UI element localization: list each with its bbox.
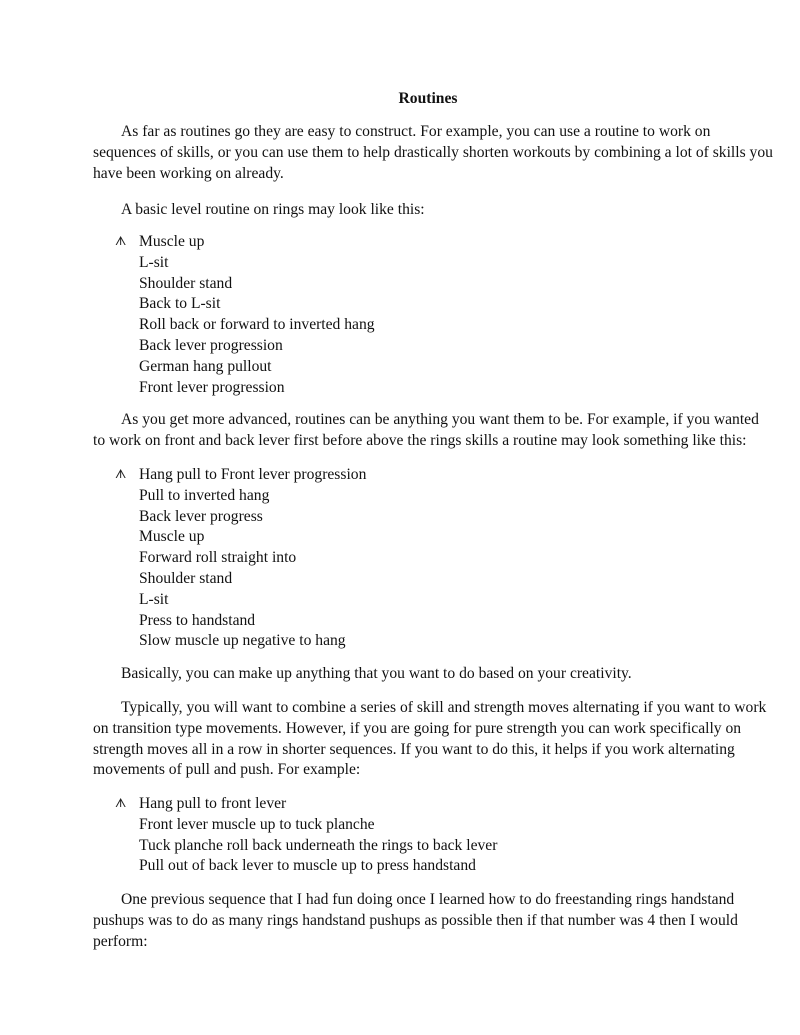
list-item: Shoulder stand bbox=[139, 569, 233, 587]
page-title: Routines bbox=[398, 90, 458, 107]
bullet-icon: ᗑ bbox=[115, 234, 127, 248]
list-item: ᗑ Hang pull to front lever bbox=[115, 795, 287, 812]
list-item: Forward roll straight into bbox=[139, 549, 297, 567]
list-item: Pull out of back lever to muscle up to press handstand bbox=[139, 857, 476, 875]
list-item: Roll back or forward to inverted hang bbox=[139, 316, 375, 334]
list-item: L-sit bbox=[139, 590, 169, 608]
paragraph-creativity: Basically, you can make up anything that you want to do based on your creativity. bbox=[121, 665, 632, 682]
paragraph-intro: As far as routines go they are easy to construct. For example, you can use a routine to work on sequences of skills, or you can use them to help drastically shorten workouts by combining a lot of skills you have been working on already. bbox=[93, 123, 773, 182]
routine-list-basic bbox=[115, 232, 375, 398]
list-item: ᗑ Hang pull to Front lever progression bbox=[115, 466, 367, 483]
list-item: Press to handstand bbox=[139, 611, 256, 629]
list-item: Tuck planche roll back underneath the rings to back lever bbox=[139, 836, 498, 854]
paragraph-basic-routine: A basic level routine on rings may look like this: bbox=[121, 201, 425, 218]
paragraph-previous-sequence: One previous sequence that I had fun doing once I learned how to do freestanding rings handstand pushups was to do as many rings handstand pushups as possible then if that number was 4 then I would perform: bbox=[93, 891, 738, 950]
list-item: Slow muscle up negative to hang bbox=[139, 632, 346, 650]
list-item: ᗑ Muscle up bbox=[115, 233, 205, 250]
list-item: Back lever progress bbox=[139, 507, 263, 525]
routine-list-strength bbox=[115, 794, 498, 877]
list-item: German hang pullout bbox=[139, 357, 272, 375]
list-item: Pull to inverted hang bbox=[139, 486, 270, 504]
paragraph-advanced-routine: As you get more advanced, routines can be anything you want them to be. For example, if you wanted to work on front and back lever first before above the rings skills a routine may look something like this: bbox=[93, 411, 759, 449]
bullet-icon: ᗑ bbox=[115, 796, 127, 810]
list-item: Shoulder stand bbox=[139, 274, 233, 292]
list-item: L-sit bbox=[139, 253, 169, 271]
list-item: Front lever progression bbox=[139, 378, 285, 396]
list-item: Back lever progression bbox=[139, 336, 283, 354]
list-item: Muscle up bbox=[139, 528, 205, 546]
list-item: Front lever muscle up to tuck planche bbox=[139, 815, 375, 833]
list-item: Back to L-sit bbox=[139, 295, 221, 313]
bullet-icon: ᗑ bbox=[115, 467, 127, 481]
routine-list-advanced bbox=[115, 465, 367, 652]
paragraph-strength-moves: Typically, you will want to combine a series of skill and strength moves alternating if you want to work on transition type movements. However, if you are going for pure strength you can work specifically on strength moves all in a row in shorter sequences. If you want to do this, it helps if you work alternating movements of pull and push. For example: bbox=[93, 699, 767, 779]
